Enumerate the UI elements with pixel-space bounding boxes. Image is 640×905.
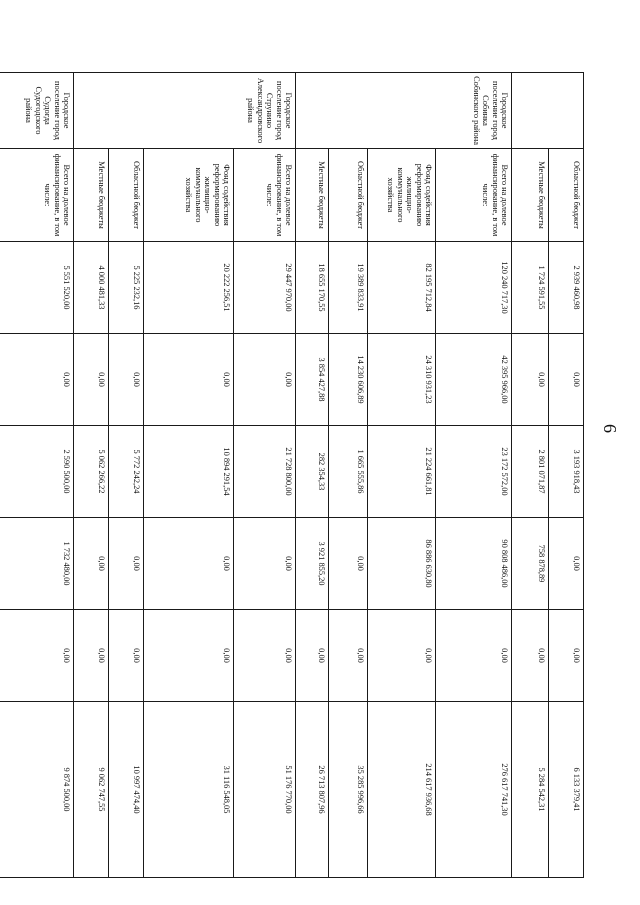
value-cell: 23 172 572,00 [436, 426, 512, 518]
value-cell: 31 116 548,05 [144, 702, 234, 878]
page-number: 6 [600, 424, 620, 433]
value-cell: 6 133 379,41 [549, 702, 584, 878]
value-cell: 10 894 291,54 [144, 426, 234, 518]
value-cell: 21 224 661,81 [368, 426, 436, 518]
value-cell: 0,00 [109, 518, 144, 610]
table-body [0, 73, 584, 878]
area-cell [512, 73, 584, 149]
category-cell: Областной бюджет [109, 149, 144, 242]
value-cell: 0,00 [74, 518, 109, 610]
value-cell: 0,00 [296, 610, 329, 702]
value-cell: 1 724 591,55 [512, 242, 549, 334]
value-cell: 0,00 [109, 610, 144, 702]
value-cell: 18 655 170,55 [296, 242, 329, 334]
value-cell: 0,00 [512, 610, 549, 702]
value-cell: 2 939 460,98 [549, 242, 584, 334]
table-row [549, 73, 584, 878]
area-cell: Городское поселение город Собинка Собинского района [296, 73, 512, 149]
value-cell: 14 230 606,89 [329, 334, 368, 426]
category-cell: Местные бюджеты [74, 149, 109, 242]
value-cell: 4 000 481,33 [74, 242, 109, 334]
value-cell: 10 997 474,40 [109, 702, 144, 878]
table-row [512, 73, 549, 878]
table-row [436, 73, 512, 878]
category-cell: Всего на долевое финансирование, в том числе: [234, 149, 296, 242]
area-cell: Городское поселение город Судогда Судогодского района [0, 73, 74, 149]
value-cell: 29 447 970,00 [234, 242, 296, 334]
category-cell: Областной бюджет [549, 149, 584, 242]
value-cell: 51 176 770,00 [234, 702, 296, 878]
value-cell: 3 854 427,88 [296, 334, 329, 426]
category-cell: Всего на долевое финансирование, в том числе: [436, 149, 512, 242]
value-cell: 82 195 712,84 [368, 242, 436, 334]
value-cell: 0,00 [144, 518, 234, 610]
value-cell: 86 886 630,80 [368, 518, 436, 610]
value-cell: 5 772 242,24 [109, 426, 144, 518]
value-cell: 0,00 [0, 610, 74, 702]
category-cell: Местные бюджеты [512, 149, 549, 242]
value-cell: 24 310 931,23 [368, 334, 436, 426]
value-cell: 5 284 542,31 [512, 702, 549, 878]
value-cell: 214 617 936,68 [368, 702, 436, 878]
value-cell: 0,00 [512, 334, 549, 426]
value-cell: 0,00 [549, 610, 584, 702]
value-cell: 9 874 500,00 [0, 702, 74, 878]
table-row [0, 73, 74, 878]
value-cell: 282 354,33 [296, 426, 329, 518]
value-cell: 0,00 [144, 334, 234, 426]
value-cell: 0,00 [549, 334, 584, 426]
value-cell: 5 551 520,00 [0, 242, 74, 334]
table-row [234, 73, 296, 878]
category-cell: Местные бюджеты [296, 149, 329, 242]
value-cell: 0,00 [0, 334, 74, 426]
value-cell: 0,00 [436, 610, 512, 702]
category-cell: Фонд содействия реформированию жилищно-коммунального хозяйства [144, 149, 234, 242]
value-cell: 3 193 918,43 [549, 426, 584, 518]
value-cell: 758 878,89 [512, 518, 549, 610]
category-cell: Всего на долевое финансирование, в том числе: [0, 149, 74, 242]
value-cell: 2 590 500,00 [0, 426, 74, 518]
table-row [329, 73, 368, 878]
table-row [296, 73, 329, 878]
value-cell: 35 285 996,66 [329, 702, 368, 878]
value-cell: 0,00 [234, 610, 296, 702]
value-cell: 20 222 256,51 [144, 242, 234, 334]
value-cell: 0,00 [368, 610, 436, 702]
value-cell: 3 921 855,20 [296, 518, 329, 610]
value-cell: 0,00 [234, 518, 296, 610]
value-cell: 0,00 [144, 610, 234, 702]
value-cell: 2 801 071,87 [512, 426, 549, 518]
rotated-table-wrapper [24, 72, 584, 877]
category-cell: Фонд содействия реформированию жилищно-коммунального хозяйства [368, 149, 436, 242]
area-cell: Городское поселение город Струнино Александровского района [74, 73, 296, 149]
value-cell: 0,00 [74, 334, 109, 426]
value-cell: 5 225 232,16 [109, 242, 144, 334]
value-cell: 5 062 266,22 [74, 426, 109, 518]
financing-table [0, 72, 584, 878]
value-cell: 90 808 486,00 [436, 518, 512, 610]
value-cell: 0,00 [329, 610, 368, 702]
category-cell: Областной бюджет [329, 149, 368, 242]
value-cell: 9 062 747,55 [74, 702, 109, 878]
value-cell: 1 665 555,86 [329, 426, 368, 518]
table-row [109, 73, 144, 878]
value-cell: 42 395 966,00 [436, 334, 512, 426]
value-cell: 1 732 480,00 [0, 518, 74, 610]
value-cell: 21 728 800,00 [234, 426, 296, 518]
value-cell: 0,00 [74, 610, 109, 702]
value-cell: 276 617 741,30 [436, 702, 512, 878]
table-row [368, 73, 436, 878]
value-cell: 120 240 717,30 [436, 242, 512, 334]
value-cell: 0,00 [329, 518, 368, 610]
value-cell: 0,00 [234, 334, 296, 426]
value-cell: 19 389 833,91 [329, 242, 368, 334]
value-cell: 26 713 807,96 [296, 702, 329, 878]
table-row [74, 73, 109, 878]
value-cell: 0,00 [549, 518, 584, 610]
table-row [144, 73, 234, 878]
value-cell: 0,00 [109, 334, 144, 426]
